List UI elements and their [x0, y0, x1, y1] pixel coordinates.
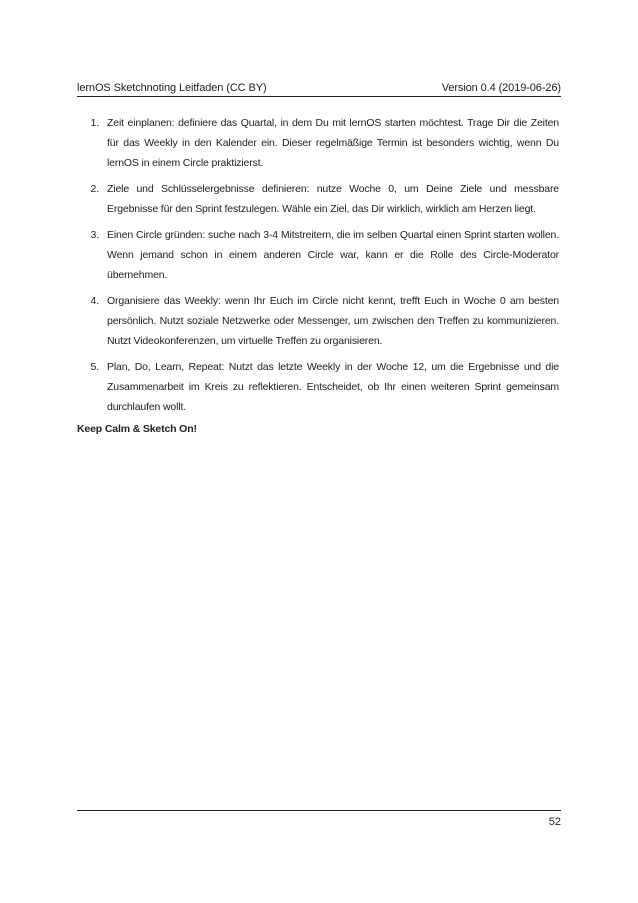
closing-slogan: Keep Calm & Sketch On!	[77, 423, 197, 435]
list-item-text: Zeit einplanen: definiere das Quartal, in dem Du mit lernOS starten möchtest. Trage Dir die Zeiten für das Weekly in den Kalender ein. Dieser regelmäßige Termin ist besonders wichtig, wenn Du lernOS in einem Circle praktizierst.	[107, 117, 559, 169]
list-item	[77, 179, 561, 219]
list-item-text: Organisiere das Weekly: wenn Ihr Euch im Circle nicht kennt, trefft Euch in Woche 0 am besten persönlich. Nutzt soziale Netzwerke oder Messenger, um zwischen den Treffen zu kommunizieren. Nutzt Videokonferenzen, um virtuelle Treffen zu organisieren.	[107, 295, 559, 347]
list-item-number: 2.	[90, 183, 99, 195]
list-item-number: 5.	[90, 361, 99, 373]
list-item	[77, 225, 561, 285]
page-content	[77, 113, 561, 435]
steps-list	[77, 113, 561, 417]
list-item	[77, 357, 561, 417]
list-item	[77, 113, 561, 173]
footer-divider	[77, 810, 561, 811]
list-item	[77, 291, 561, 351]
list-item-text: Plan, Do, Learn, Repeat: Nutzt das letzte Weekly in der Woche 12, um die Ergebnisse und die Zusammenarbeit im Kreis zu reflektieren. Entscheidet, ob Ihr einen weiteren Sprint gemeinsam durchlaufen wollt.	[107, 361, 559, 413]
document-title: lernOS Sketchnoting Leitfaden (CC BY)	[77, 82, 267, 94]
list-item-number: 4.	[90, 295, 99, 307]
document-version: Version 0.4 (2019-06-26)	[441, 82, 561, 94]
list-item-text: Ziele und Schlüsselergebnisse definieren: nutze Woche 0, um Deine Ziele und messbare Ergebnisse für den Sprint festzulegen. Wähle ein Ziel, das Dir wirklich, wirklich am Herzen liegt.	[107, 183, 559, 215]
page-number: 52	[548, 816, 561, 828]
list-item-text: Einen Circle gründen: suche nach 3-4 Mitstreitern, die im selben Quartal einen Sprint starten wollen. Wenn jemand schon in einem anderen Circle war, kann er die Rolle des Circle-Moderator übernehmen.	[107, 229, 559, 281]
list-item-number: 1.	[90, 117, 99, 129]
page-header	[77, 78, 561, 97]
list-item-number: 3.	[90, 229, 99, 241]
